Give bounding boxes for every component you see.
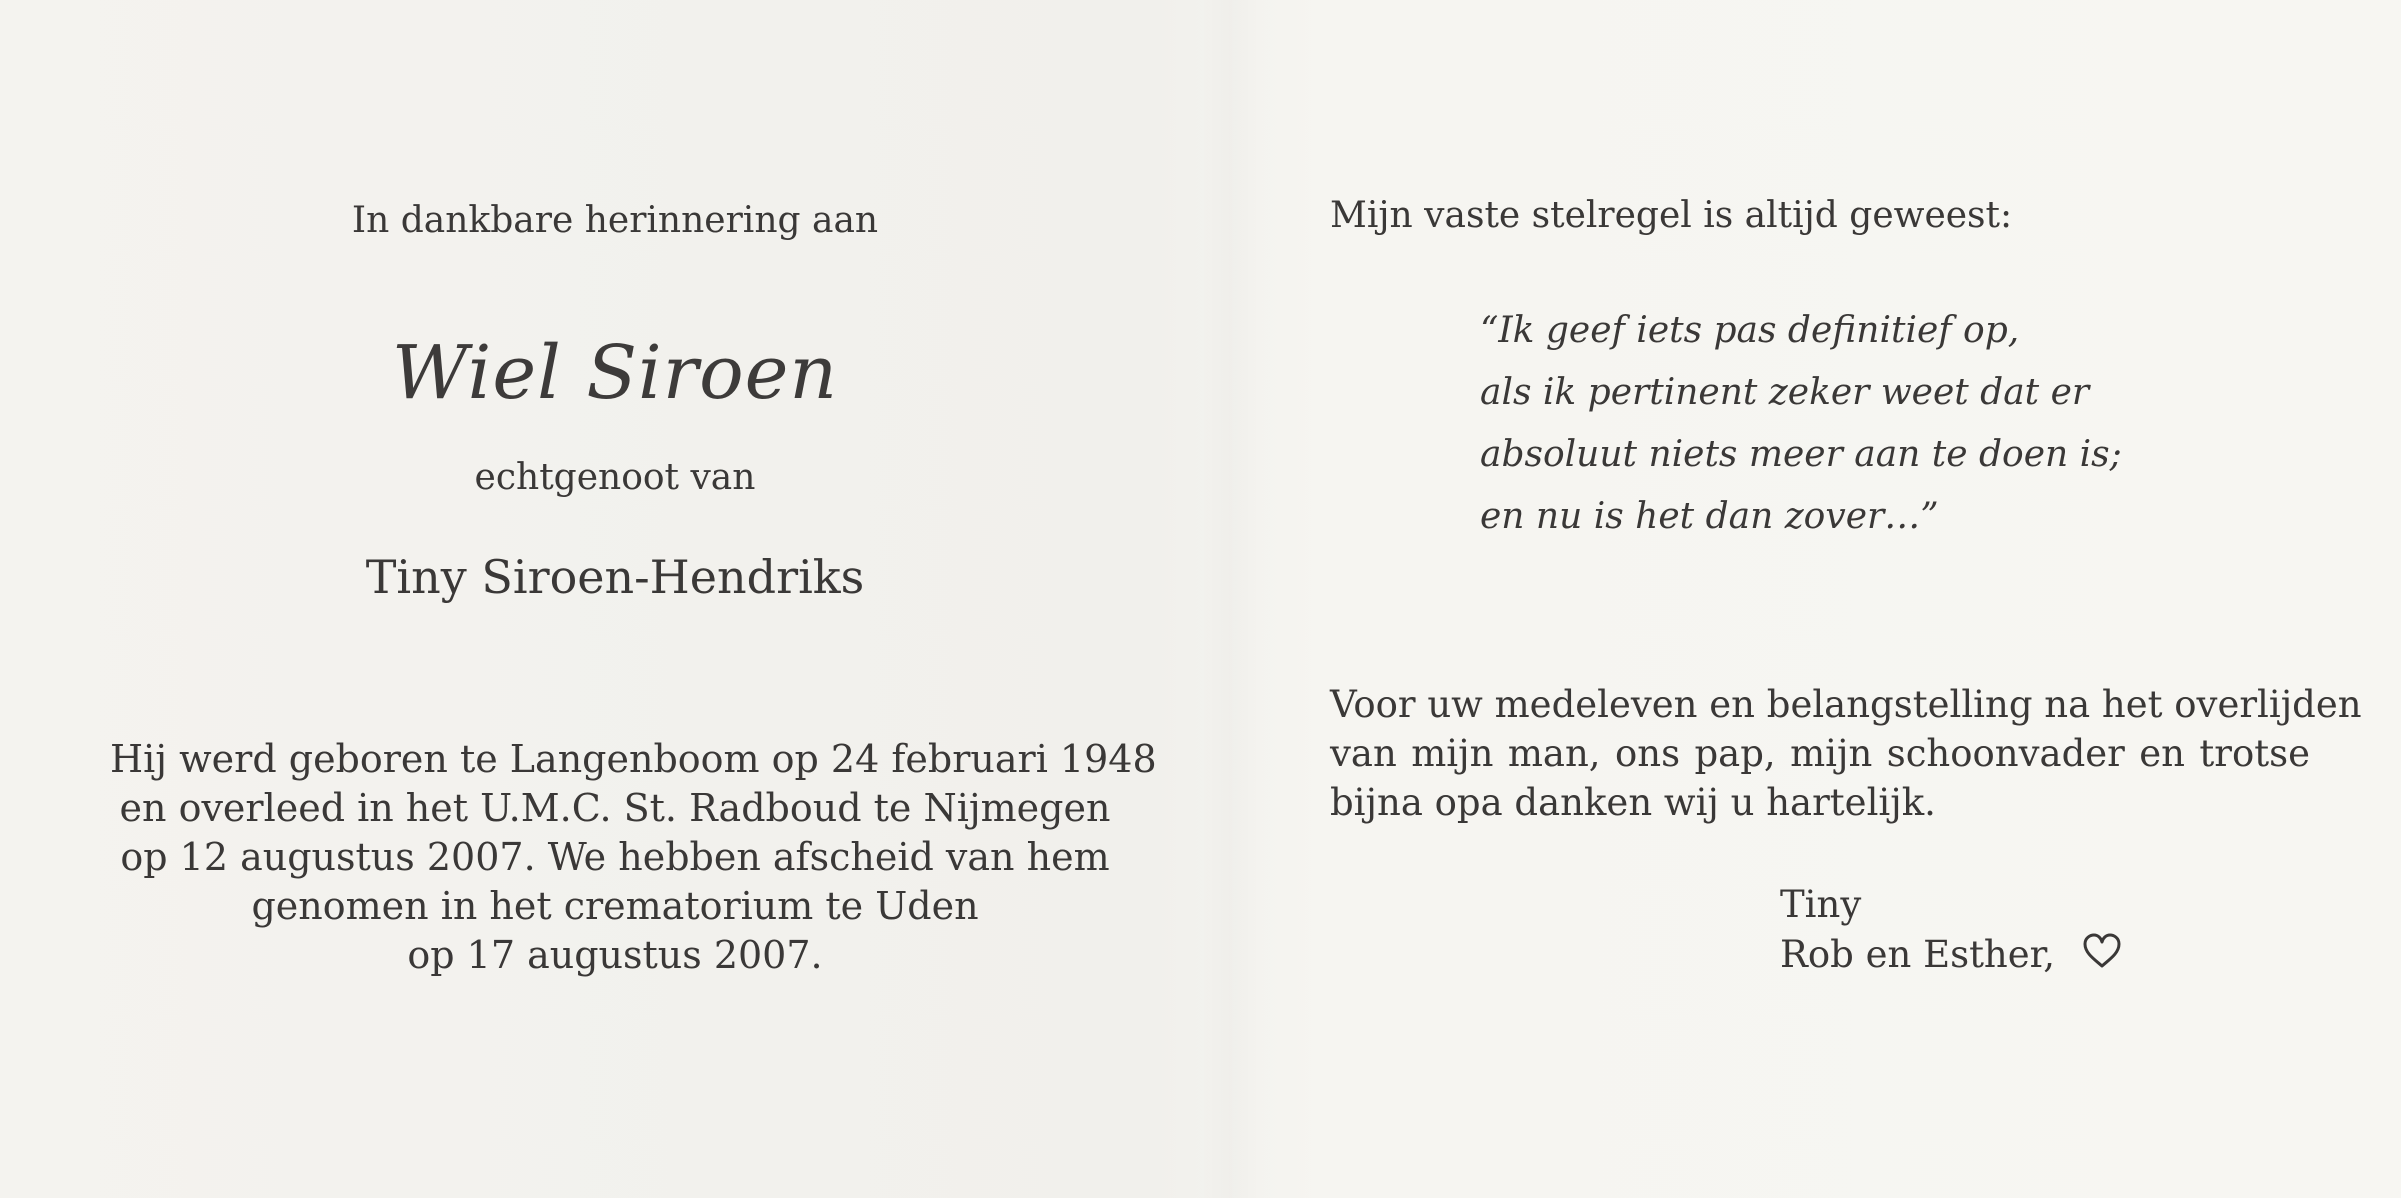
signatures [1780, 880, 2055, 980]
signature-line: Rob en Esther, [1780, 933, 2056, 976]
bio-line: op 17 augustus 2007. [407, 933, 823, 977]
deceased-name: Wiel Siroen [391, 330, 839, 416]
quote-line: “Ik geef iets pas definitief op, [1480, 310, 2020, 351]
thanks-paragraph [1330, 680, 2362, 827]
biography [110, 735, 1157, 980]
card-fold [1200, 0, 1260, 1198]
thanks-line: van mijn man, ons pap, mijn schoonvader en trotse [1330, 732, 2310, 775]
spouse-name: Tiny Siroen-Hendriks [365, 550, 865, 604]
quote-line: en nu is het dan zover…” [1480, 496, 1939, 537]
thanks-line: bijna opa danken wij u hartelijk. [1330, 781, 1936, 824]
signature-line: Tiny [1780, 883, 1862, 926]
motto-intro: Mijn vaste stelregel is altijd geweest: [1330, 195, 2013, 236]
bio-line: op 12 augustus 2007. We hebben afscheid van hem [120, 835, 1110, 879]
bio-line: genomen in het crematorium te Uden [251, 884, 979, 928]
spouse-label: echtgenoot van [474, 457, 756, 498]
intro-text: In dankbare herinnering aan [351, 200, 879, 241]
bio-line: en overleed in het U.M.C. St. Radboud te Nijmegen [119, 786, 1111, 830]
quote [1480, 300, 2122, 548]
bio-line: Hij werd geboren te Langenboom op 24 februari 1948 [110, 737, 1157, 781]
quote-line: absoluut niets meer aan te doen is; [1480, 434, 2122, 475]
quote-line: als ik pertinent zeker weet dat er [1480, 372, 2090, 413]
right-panel [1330, 0, 2362, 1198]
left-panel [110, 0, 1157, 1198]
heart-outline-icon [2082, 933, 2122, 969]
thanks-line: Voor uw medeleven en belangstelling na het overlijden [1330, 683, 2362, 726]
